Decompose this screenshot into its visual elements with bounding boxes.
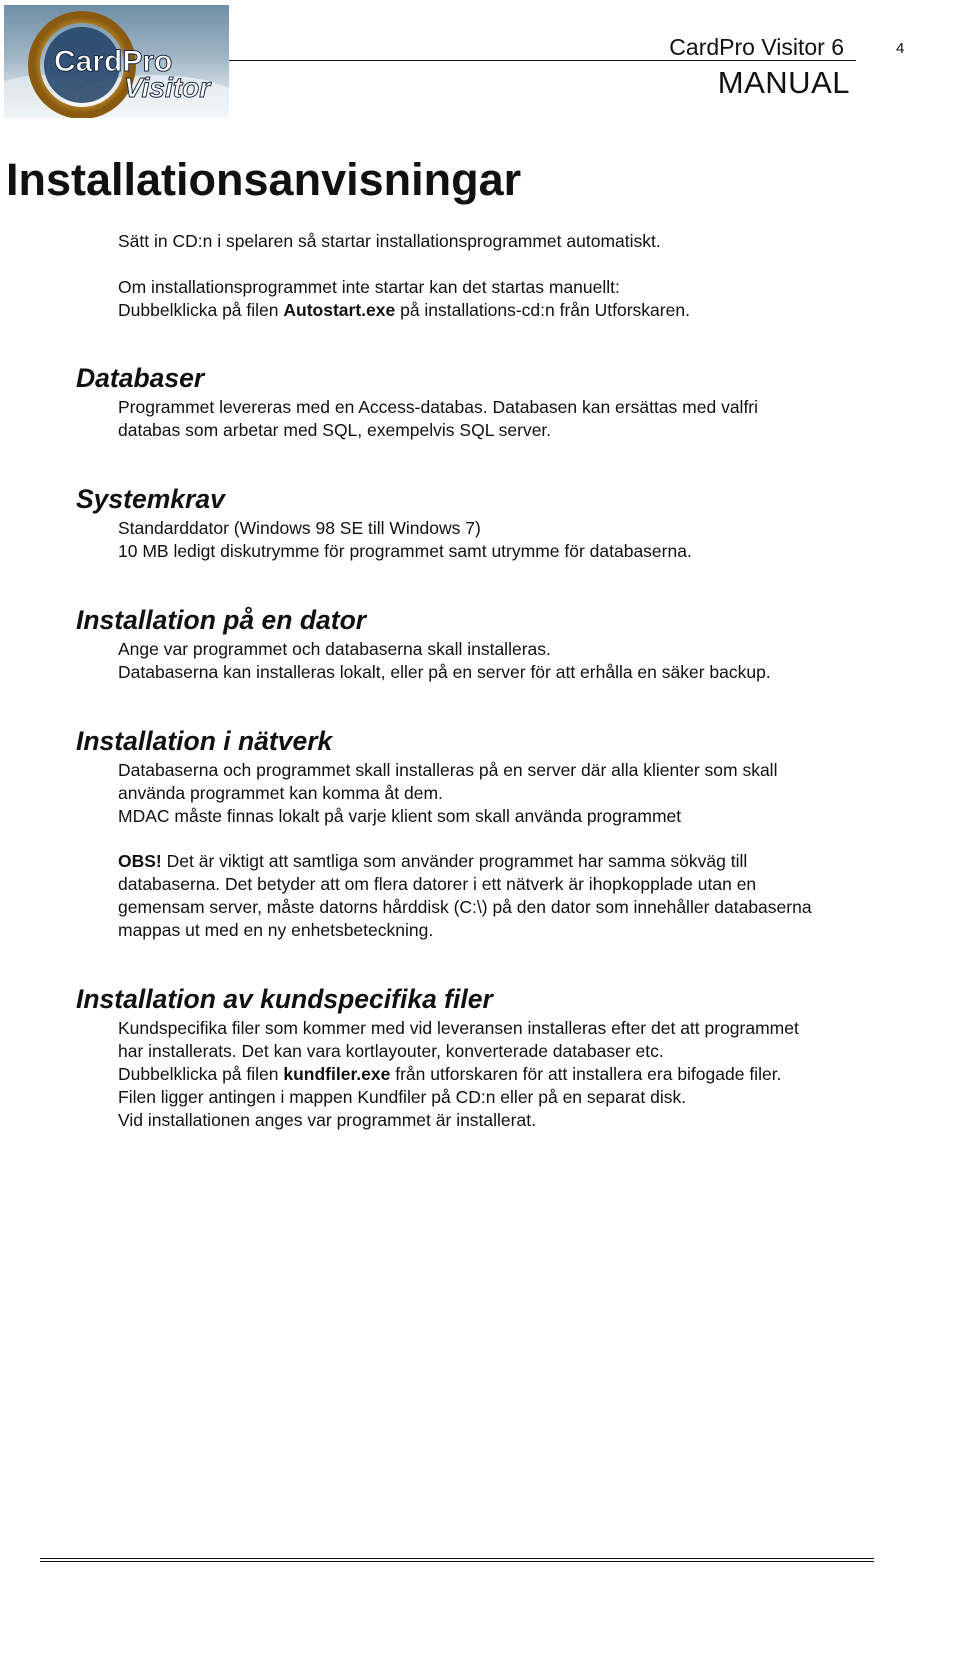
systemkrav-line: 10 MB ledigt diskutrymme för programmet samt utrymme för databaserna.: [118, 541, 692, 561]
intro-text: på installations-cd:n från Utforskaren.: [395, 300, 690, 320]
databaser-line: Programmet levereras med en Access-databas. Databasen kan ersättas med valfri: [118, 397, 759, 417]
kundspecifika-text: från utforskaren för att installera era bifogade filer.: [390, 1064, 782, 1084]
logo-graphic-icon: [4, 5, 229, 118]
page-number: 4: [896, 40, 905, 57]
kundfiler-filename: kundfiler.exe: [283, 1064, 391, 1084]
section-heading-kundspecifika: Installation av kundspecifika filer: [76, 984, 493, 1014]
obs-line: gemensam server, måste datorns hårddisk (C:\) på den dator som innehåller databaserna: [118, 897, 812, 917]
installation-dator-line: Databaserna kan installeras lokalt, eller på en server för att erhålla en säker backup.: [118, 662, 771, 682]
obs-line: Det är viktigt att samtliga som använder programmet har samma sökväg till: [161, 851, 748, 871]
kundspecifika-line: Vid installationen anges var programmet är installerat.: [118, 1110, 536, 1130]
kundspecifika-line: Kundspecifika filer som kommer med vid leveransen installeras efter det att programmet: [118, 1018, 799, 1038]
systemkrav-paragraph: [118, 517, 918, 563]
installation-dator-line: Ange var programmet och databaserna skall installeras.: [118, 639, 551, 659]
obs-line: databaserna. Det betyder att om flera datorer i ett nätverk är ihopkopplade utan en: [118, 874, 757, 894]
section-heading-installation-natverk: Installation i nätverk: [76, 726, 333, 756]
section-heading-installation-dator: Installation på en dator: [76, 605, 367, 635]
obs-label: OBS!: [118, 851, 162, 871]
intro-paragraph-1: Sätt in CD:n i spelaren så startar installationsprogrammet automatiskt.: [118, 231, 661, 251]
natverk-line: använda programmet kan komma åt dem.: [118, 783, 443, 803]
header-manual-label: MANUAL: [717, 65, 850, 100]
cardpro-visitor-logo: [4, 5, 229, 118]
autostart-filename: Autostart.exe: [283, 300, 396, 320]
intro-text: Dubbelklicka på filen: [118, 300, 284, 320]
installation-natverk-paragraph: [118, 759, 918, 828]
section-heading-databaser: Databaser: [76, 363, 205, 393]
kundspecifika-text: Dubbelklicka på filen: [118, 1064, 284, 1084]
logo-text-cardpro: CardPro: [54, 45, 173, 78]
installation-dator-paragraph: [118, 638, 918, 684]
kundspecifika-paragraph: [118, 1017, 918, 1132]
header-product-name: CardPro Visitor 6: [669, 34, 844, 60]
obs-paragraph: [118, 850, 918, 942]
kundspecifika-line: har installerats. Det kan vara kortlayouter, konverterade databaser etc.: [118, 1041, 664, 1061]
footer-rule: [40, 1558, 874, 1562]
databaser-paragraph: [118, 396, 918, 442]
natverk-line: MDAC måste finnas lokalt på varje klient som skall använda programmet: [118, 806, 682, 826]
systemkrav-line: Standarddator (Windows 98 SE till Windows 7): [118, 518, 481, 538]
intro-paragraph-2: [118, 276, 918, 322]
intro-line: Om installationsprogrammet inte startar kan det startas manuellt:: [118, 277, 620, 297]
obs-line: mappas ut med en ny enhetsbeteckning.: [118, 920, 434, 940]
section-heading-systemkrav: Systemkrav: [76, 484, 225, 514]
page-title: Installationsanvisningar: [6, 154, 522, 205]
databaser-line: databas som arbetar med SQL, exempelvis SQL server.: [118, 420, 552, 440]
natverk-line: Databaserna och programmet skall installeras på en server där alla klienter som skall: [118, 760, 778, 780]
logo-text-visitor: Visitor: [124, 72, 211, 103]
kundspecifika-line: Filen ligger antingen i mappen Kundfiler på CD:n eller på en separat disk.: [118, 1087, 687, 1107]
